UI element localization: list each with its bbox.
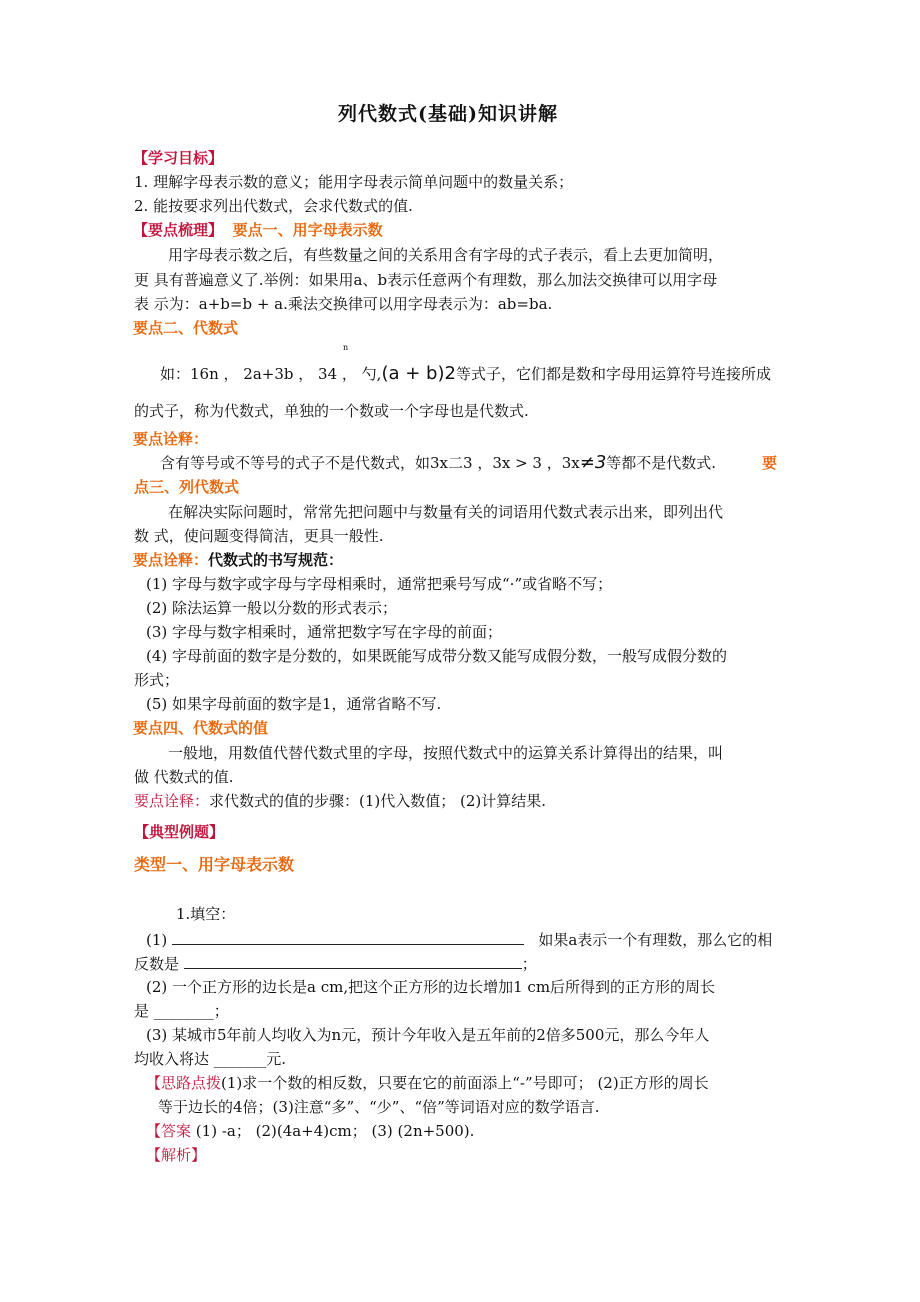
kp2-example-suffix: 等式子，它们都是数和字母用运算符号连接所成 <box>455 365 771 383</box>
type1-heading: 类型一、用字母表示数 <box>134 855 295 874</box>
note1-line <box>160 453 716 473</box>
kp2-example-prefix: 如：16n ， 2a+3b ， 34 ， <box>160 365 357 383</box>
kp2-heading: 要点二、代数式 <box>133 319 239 337</box>
q2-text: 是 ________； <box>134 1002 229 1020</box>
rule-item: (3) 字母与数字相乘时，通常把数字写在字母的前面； <box>146 623 503 641</box>
kp4-heading: 要点四、代数式的值 <box>133 719 269 737</box>
rule-item: (5) 如果字母前面的数字是1，通常省略不写. <box>146 695 442 713</box>
q1-line2-text: 反数是 <box>134 955 180 973</box>
kp1-heading-line <box>133 220 383 240</box>
hint-line <box>146 1073 709 1093</box>
q1-label: (1) <box>146 931 168 949</box>
q3-text: 均收入将达 _______元. <box>134 1050 287 1068</box>
note1-formula: ≠3 <box>579 452 607 473</box>
kp1-text: 表 示为：a+b=b + a.乘法交换律可以用字母表示为：ab=ba. <box>134 295 553 313</box>
note2-subheading: 代数式的书写规范： <box>208 551 344 569</box>
note1-text2: 等都不是代数式. <box>606 454 717 472</box>
kp2-example-glyph: 勺, <box>361 365 382 383</box>
stray-mark: n <box>343 343 349 352</box>
page-title: 列代数式(基础)知识讲解 <box>338 103 558 125</box>
note2-heading-line <box>133 550 343 570</box>
q1-answer-blank[interactable] <box>184 953 522 969</box>
question-title: 1.填空： <box>176 905 236 923</box>
answer-tag: 【答案 <box>146 1122 192 1140</box>
goal-item: 2. 能按要求列出代数式，会求代数式的值. <box>134 197 413 215</box>
kp2-example-formula: (a + b)2 <box>381 363 456 384</box>
goals-header: 【学习目标】 <box>133 149 224 167</box>
answer-line <box>146 1121 474 1141</box>
kp1-heading: 要点一、用字母表示数 <box>232 221 383 239</box>
kp2-text: 的式子，称为代数式，单独的一个数或一个字母也是代数式. <box>134 402 529 420</box>
summary-tag: 【要点梳理】 <box>133 221 224 239</box>
kp1-text: 更 具有普遍意义了.举例：如果用a、b表示任意两个有理数，那么加法交换律可以用字母 <box>134 271 718 289</box>
q2-text: (2) 一个正方形的边长是a cm,把这个正方形的边长增加1 cm后所得到的正方形的周长 <box>146 978 716 996</box>
rule-item: (1) 字母与数字或字母与字母相乘时，通常把乘号写成“·”或省略不写； <box>146 575 613 593</box>
answer-text: (1) -a； (2)(4a+4)cm； (3) (2n+500). <box>195 1122 475 1140</box>
kp4-note-text: 求代数式的值的步骤：(1)代入数值； (2)计算结果. <box>209 792 547 810</box>
note1-text: 含有等号或不等号的式子不是代数式，如3x二3 ，3x > 3 ，3x <box>160 454 580 472</box>
note2-heading: 要点诠释： <box>133 551 209 569</box>
kp4-note-line <box>134 791 546 811</box>
kp3-heading-start: 要 <box>762 454 778 472</box>
rule-item: (2) 除法运算一般以分数的形式表示； <box>146 599 398 617</box>
rule-item: 形式； <box>134 671 180 689</box>
q1-end: ； <box>521 955 537 973</box>
kp1-text: 用字母表示数之后，有些数量之间的关系用含有字母的式子表示，看上去更加简明， <box>168 246 724 264</box>
analysis-tag: 【解析】 <box>146 1146 207 1164</box>
kp4-note-heading: 要点诠释： <box>134 792 210 810</box>
q1-text: 如果a表示一个有理数，那么它的相 <box>538 931 773 949</box>
q1-blank[interactable] <box>172 929 524 945</box>
kp2-example-line <box>160 364 771 384</box>
hint-text: (1)求一个数的相反数，只要在它的前面添上“-”号即可； (2)正方形的周长 <box>221 1074 709 1092</box>
note1-heading: 要点诠释： <box>133 430 209 448</box>
hint-tag: 【思路点拨 <box>146 1074 222 1092</box>
kp3-text: 在解决实际问题时，常常先把问题中与数量有关的词语用代数式表示出来，即列出代 <box>168 503 724 521</box>
kp3-text: 数 式，使问题变得简洁，更具一般性. <box>134 527 384 545</box>
q1-line2 <box>134 953 537 974</box>
goal-item: 1. 理解字母表示数的意义；能用字母表示简单问题中的数量关系； <box>134 173 574 191</box>
q1-line <box>146 929 772 950</box>
kp4-text: 做 代数式的值. <box>134 768 234 786</box>
rule-item: (4) 字母前面的数字是分数的，如果既能写成带分数又能写成假分数，一般写成假分数的 <box>146 647 728 665</box>
q3-text: (3) 某城市5年前人均收入为n元，预计今年收入是五年前的2倍多500元，那么今年人 <box>146 1026 710 1044</box>
hint-text: 等于边长的4倍；(3)注意“多”、“少”、“倍”等词语对应的数学语言. <box>158 1098 600 1116</box>
examples-header: 【典型例题】 <box>134 823 225 841</box>
kp3-heading: 点三、列代数式 <box>134 478 240 496</box>
kp4-text: 一般地，用数值代替代数式里的字母，按照代数式中的运算关系计算得出的结果，叫 <box>168 744 724 762</box>
